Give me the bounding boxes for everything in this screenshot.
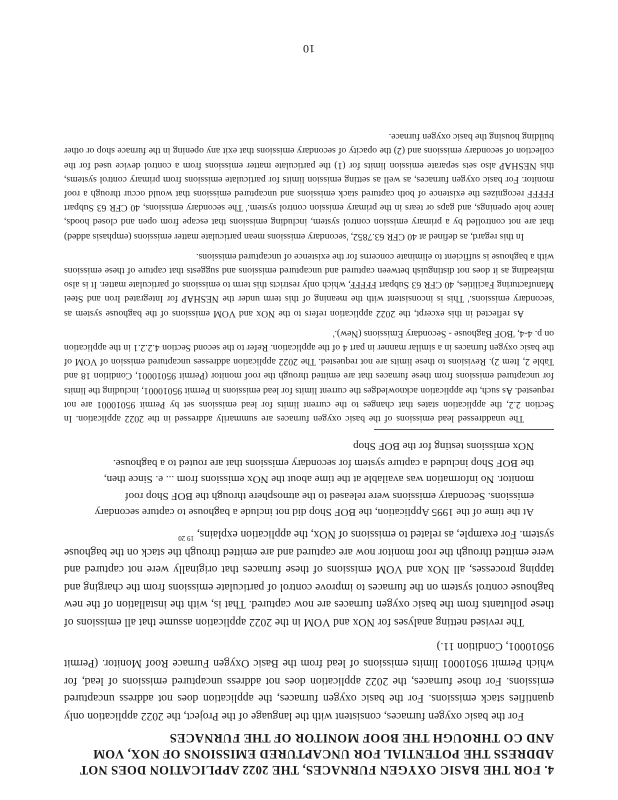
paragraph-2 [64, 524, 554, 630]
paragraph-4: As reflected in this excerpt, the 2022 application refers to the NOx and VOM emissions of the baghouse system as 'secondary emissions.' This is inconsistent with the meaning of this term under the NESHAP for Integrated Iron and Steel Manufacturing Facilities, 40 CFR 63 Subpart FFFFF, which only restricts this term to emissions of particulate matter. It is also misleading as it does not distinguish between captured and uncaptured emissions and suggests that capture of these emissions with a baghouse is sufficient to eliminate concerns for the existence of uncaptured emissions. [64, 250, 554, 319]
footnote-reference: 19 20 [178, 533, 194, 542]
footnote-divider [374, 429, 554, 430]
document-body [64, 129, 554, 778]
page-number: 10 [303, 42, 315, 56]
block-quote: At the time of the 1995 Application, the BOF Shop did not include a baghouse to capture secondary emissions. Secondary emissions were released to the atmosphere through the BOF Shop roof monitor. No information was available at the time about the NOx emissions from ... e. Since then, the BOF Shop included a capture system for secondary emissions that are routed to a baghouse. NOx emissions testing for the BOF Shop [94, 440, 534, 519]
section-heading: 4. FOR THE BASIC OXYGEN FURNACES, THE 2022 APPLICATION DOES NOT ADDRESS THE POTENTIAL FOR UNCAPTURED EMISSIONS OF NOX, VOM AND CO THROUGH THE BOOF MONITOR OF THE FURNACES [79, 731, 554, 777]
paragraph-2-text: The revised netting analyses for NOx and VOM in the 2022 application assume that all emissions of these pollutants from the basic oxygen furnaces are now captured. That is, with the installation of the new baghouse control system on the furnaces to improve control of particulate emissions from the charging and tapping processes, all NOx and VOM emissions of these furnaces that originally were not captured and were emitted through the roof monitor now are captured and are emitted through the stack on the baghouse system. For example, as related to emissions of NOx, the application explains, [64, 528, 554, 629]
paragraph-3: The unaddressed lead emissions of the basic oxygen furnaces are summarily addressed in the 2022 application. In Section 2.2, the application states that changes to the current limits for lead emissions set by Permit 95010001 are not requested. As such, the application acknowledges the current limits for lead emissions in Permit 95010001, including the limits for uncaptured emissions from these furnaces that are emitted through the roof monitor (Permit 95010001, Condition 18 and Table 2, Item 2). Revisions to these limits are not requested. The 2022 application addresses uncaptured emission of VOM of the basic oxygen furnaces in a similar manner in part 4 of the application. Refer to the second Section 4.2.2.1 in the application on p. 4-4, 'BOF Baghouse - Secondary Emissions (New).' [64, 327, 554, 424]
paragraph-5: In this regard, as defined at 40 CFR 63.7852, 'secondary emissions mean particulate matter emissions (emphasis added) that are not controlled by a primary emission control system, including emissions that escape from open and closed hoods, lance hole openings, and gaps or tears in the primary emission control system.' The secondary emissions, 40 CFR 63 Subpart FFFFF recognizes the existence of both captured stack emissions and uncaptured emissions that would occur through a roof monitor. For basic oxygen furnaces, as well as setting emission limits for particulate emissions from primary control systems, this NESHAP also sets separate emission limits for (1) the particulate matter emissions from a control device used for the collection of secondary emissions and (2) the opacity of secondary emissions that exit any opening in the furnace shop or other building housing the basic oxygen furnace. [64, 131, 554, 242]
paragraph-1: For the basic oxygen furnaces, consistent with the language of the Project, the 2022 application only quantifies stack emissions. For the basic oxygen furnaces, the application does not address uncaptured emissions. For those furnaces, the 2022 application does not address uncaptured emissions of lead, for which Permit 95010001 limits emissions of lead from the Basic Oxygen Furnace Roof Monitor. (Permit 95010001, Condition 11.) [64, 639, 554, 722]
